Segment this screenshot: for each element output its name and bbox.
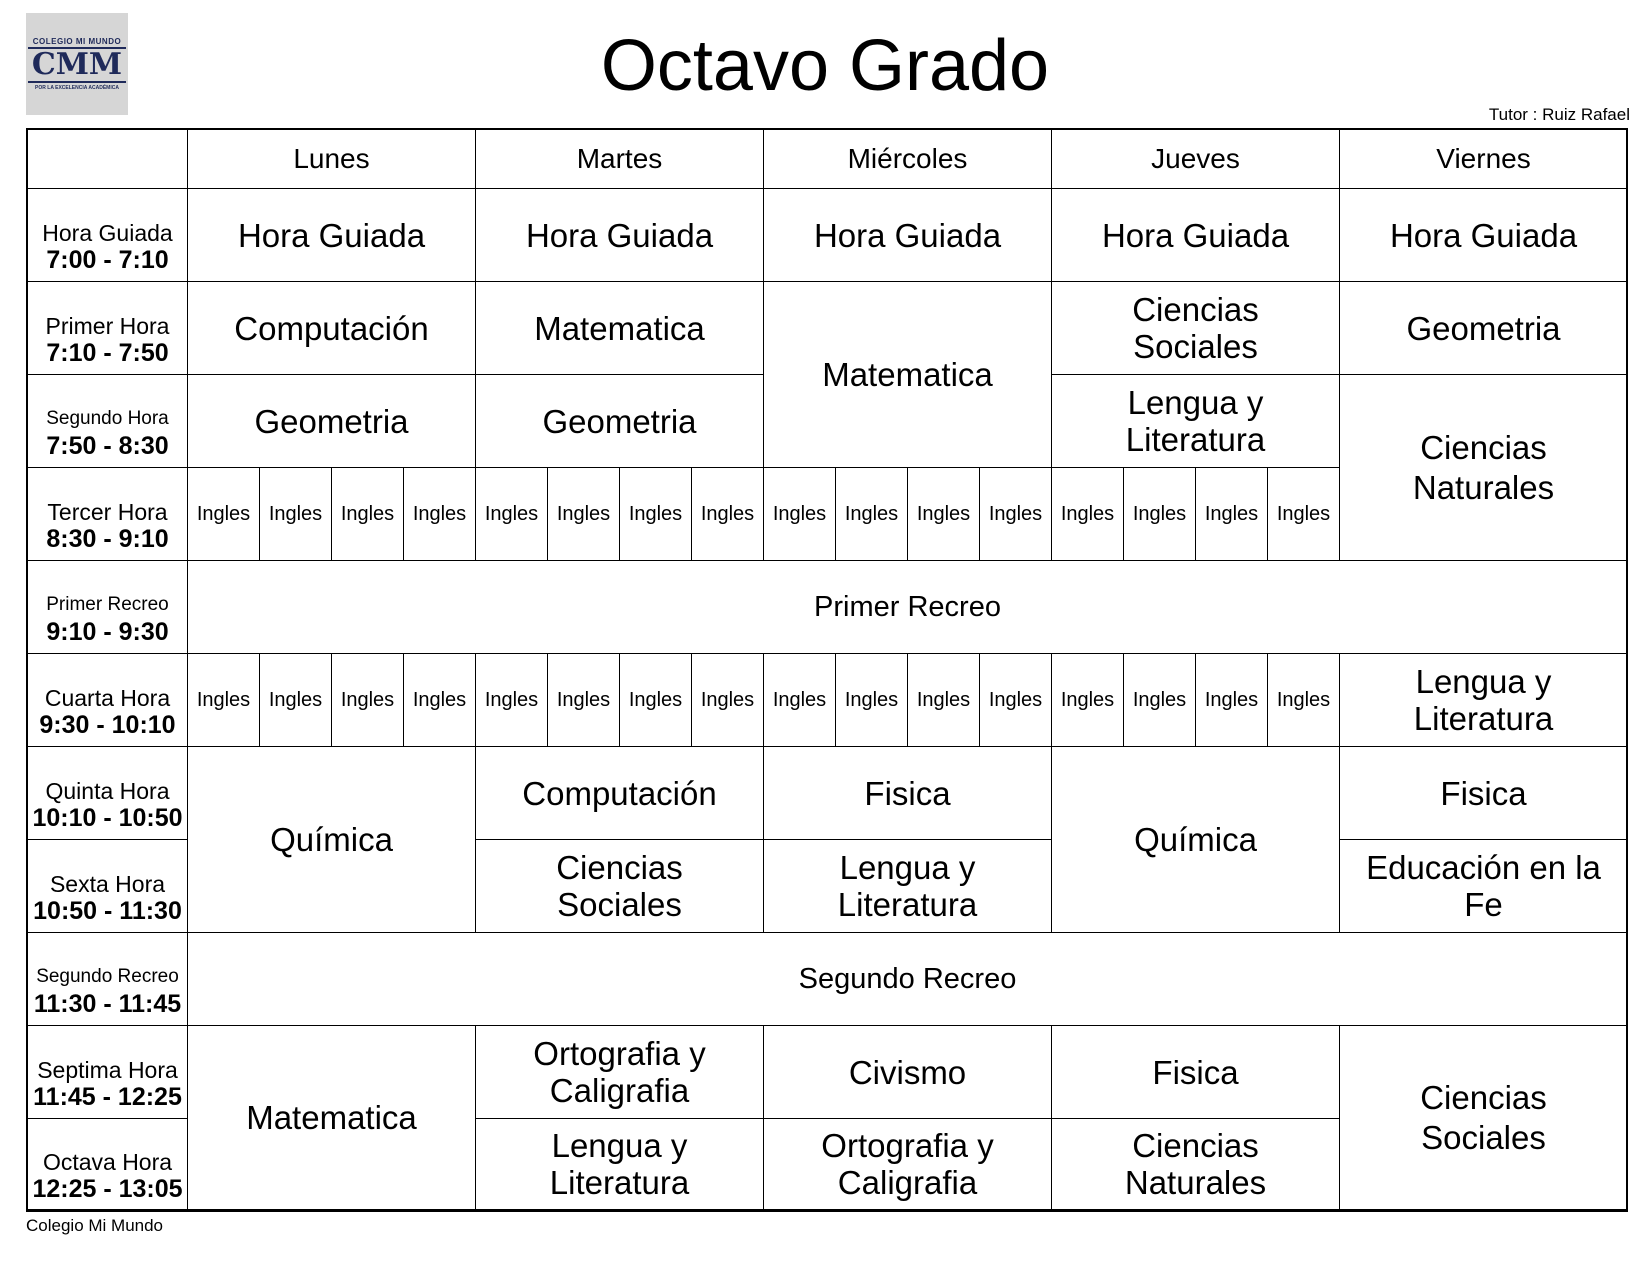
subject-cell: Hora Guiada xyxy=(764,189,1052,282)
day-header-viernes: Viernes xyxy=(1340,130,1628,189)
subject-cell xyxy=(1052,375,1340,468)
ingles-cell: Ingles xyxy=(260,654,332,747)
period-label: Octava Hora xyxy=(42,1149,173,1175)
subject-cell xyxy=(764,1119,1052,1210)
period-time: 7:10 - 7:50 xyxy=(46,339,169,367)
subject-line: Lengua y xyxy=(1127,384,1264,421)
period-label: Segundo Recreo xyxy=(36,966,179,987)
ingles-cell: Ingles xyxy=(1052,468,1124,561)
ingles-cell: Ingles xyxy=(404,654,476,747)
ingles-cell: Ingles xyxy=(548,468,620,561)
ingles-cell: Ingles xyxy=(620,468,692,561)
ingles-cell: Ingles xyxy=(908,468,980,561)
period-time: 10:50 - 11:30 xyxy=(33,897,182,925)
ingles-cell: Ingles xyxy=(476,468,548,561)
subject-line: Ciencias xyxy=(1420,428,1547,466)
period-tercer-hora xyxy=(28,468,188,561)
subject-cell: Hora Guiada xyxy=(1052,189,1340,282)
subject-cell: Geometria xyxy=(476,375,764,468)
ingles-cell: Ingles xyxy=(332,468,404,561)
ingles-cell: Ingles xyxy=(764,468,836,561)
primer-recreo-cell: Primer Recreo xyxy=(188,561,1628,654)
period-label: Cuarta Hora xyxy=(44,685,171,711)
subject-line: Naturales xyxy=(1124,1164,1267,1201)
subject-line: Ciencias xyxy=(1420,1078,1547,1116)
subject-cell xyxy=(476,1119,764,1210)
subject-line: Educación en la xyxy=(1366,849,1601,886)
ingles-cell: Ingles xyxy=(980,468,1052,561)
period-label: Primer Recreo xyxy=(46,594,169,615)
period-label: Sexta Hora xyxy=(49,871,166,897)
day-header-martes: Martes xyxy=(476,130,764,189)
period-hora-guiada xyxy=(28,189,188,282)
period-label: Primer Hora xyxy=(45,313,170,339)
subject-cell xyxy=(1340,654,1628,747)
subject-cell: Geometria xyxy=(188,375,476,468)
period-time: 7:50 - 8:30 xyxy=(46,432,169,460)
subject-cell: Fisica xyxy=(764,747,1052,840)
subject-cell: Matematica xyxy=(476,282,764,375)
subject-cell xyxy=(1340,840,1628,933)
period-time: 11:45 - 12:25 xyxy=(33,1083,182,1111)
period-primer-recreo xyxy=(28,561,188,654)
ingles-cell: Ingles xyxy=(332,654,404,747)
ingles-cell: Ingles xyxy=(188,654,260,747)
day-header-jueves: Jueves xyxy=(1052,130,1340,189)
subject-line: Naturales xyxy=(1412,468,1555,506)
subject-line: Literatura xyxy=(837,886,978,923)
schedule-table xyxy=(26,128,1628,1212)
period-septima-hora xyxy=(28,1026,188,1119)
ingles-cell: Ingles xyxy=(1124,468,1196,561)
subject-cell: Computación xyxy=(188,282,476,375)
subject-cell: Hora Guiada xyxy=(1340,189,1628,282)
period-time: 12:25 - 13:05 xyxy=(32,1175,183,1203)
ingles-cell: Ingles xyxy=(692,654,764,747)
subject-line: Literatura xyxy=(1125,421,1266,458)
subject-line: Fe xyxy=(1464,886,1503,923)
ingles-cell: Ingles xyxy=(908,654,980,747)
subject-cell xyxy=(1052,1119,1340,1210)
subject-line: Ortografia y xyxy=(533,1035,706,1072)
ingles-cell: Ingles xyxy=(1196,654,1268,747)
ingles-cell: Ingles xyxy=(548,654,620,747)
subject-line: Sociales xyxy=(1133,328,1258,365)
subject-cell: Fisica xyxy=(1052,1026,1340,1119)
tutor-label: Tutor : Ruiz Rafael xyxy=(1488,105,1630,124)
period-sexta-hora xyxy=(28,840,188,933)
corner-cell xyxy=(28,130,188,189)
subject-line: Literatura xyxy=(549,1164,690,1201)
ingles-cell: Ingles xyxy=(404,468,476,561)
period-primer-hora xyxy=(28,282,188,375)
subject-cell: Matematica xyxy=(188,1026,476,1210)
ingles-cell: Ingles xyxy=(620,654,692,747)
period-time: 7:00 - 7:10 xyxy=(46,246,169,274)
day-header-lunes: Lunes xyxy=(188,130,476,189)
subject-line: Ortografia y xyxy=(821,1127,994,1164)
period-cuarta-hora xyxy=(28,654,188,747)
subject-cell xyxy=(476,1026,764,1119)
period-time: 9:30 - 10:10 xyxy=(39,711,176,739)
ingles-cell: Ingles xyxy=(1268,468,1340,561)
ingles-cell: Ingles xyxy=(188,468,260,561)
ingles-cell: Ingles xyxy=(476,654,548,747)
ingles-cell: Ingles xyxy=(1052,654,1124,747)
subject-line: Lengua y xyxy=(839,849,976,886)
logo-arc-text: COLEGIO MI MUNDO xyxy=(32,37,122,46)
subject-line: Lengua y xyxy=(1415,663,1552,700)
subject-line: Ciencias xyxy=(1132,1127,1259,1164)
ingles-cell: Ingles xyxy=(980,654,1052,747)
period-label: Segundo Hora xyxy=(46,408,169,429)
period-quinta-hora xyxy=(28,747,188,840)
period-label: Tercer Hora xyxy=(47,499,168,525)
subject-cell: Matematica xyxy=(764,282,1052,468)
period-segundo-recreo xyxy=(28,933,188,1026)
subject-cell xyxy=(1340,1026,1628,1210)
subject-cell: Química xyxy=(188,747,476,933)
subject-cell: Química xyxy=(1052,747,1340,933)
logo-motto: POR LA EXCELENCIA ACADÉMICA xyxy=(35,85,119,91)
ingles-cell: Ingles xyxy=(836,654,908,747)
subject-cell: Computación xyxy=(476,747,764,840)
subject-cell: Hora Guiada xyxy=(476,189,764,282)
subject-cell xyxy=(1052,282,1340,375)
page-title: Octavo Grado xyxy=(600,26,1050,106)
ingles-cell: Ingles xyxy=(260,468,332,561)
ingles-cell: Ingles xyxy=(836,468,908,561)
ingles-cell: Ingles xyxy=(764,654,836,747)
subject-cell: Civismo xyxy=(764,1026,1052,1119)
subject-line: Literatura xyxy=(1413,700,1554,737)
subject-cell: Fisica xyxy=(1340,747,1628,840)
subject-cell xyxy=(764,840,1052,933)
footer-school-name: Colegio Mi Mundo xyxy=(26,1216,164,1235)
ingles-cell: Ingles xyxy=(1196,468,1268,561)
period-time: 10:10 - 10:50 xyxy=(32,804,183,832)
subject-cell: Hora Guiada xyxy=(188,189,476,282)
subject-line: Ciencias xyxy=(1132,291,1259,328)
subject-cell xyxy=(1340,375,1628,561)
day-header-miercoles: Miércoles xyxy=(764,130,1052,189)
subject-line: Caligrafia xyxy=(837,1164,978,1201)
ingles-cell: Ingles xyxy=(1268,654,1340,747)
subject-line: Caligrafia xyxy=(549,1072,690,1109)
logo-mark: CMM xyxy=(28,47,126,83)
period-octava-hora xyxy=(28,1119,188,1210)
ingles-cell: Ingles xyxy=(692,468,764,561)
period-time: 9:10 - 9:30 xyxy=(46,618,169,646)
period-label: Quinta Hora xyxy=(45,778,170,804)
period-label: Septima Hora xyxy=(37,1057,178,1083)
subject-line: Lengua y xyxy=(551,1127,688,1164)
subject-cell xyxy=(476,840,764,933)
ingles-cell: Ingles xyxy=(1124,654,1196,747)
subject-line: Ciencias xyxy=(556,849,683,886)
subject-line: Sociales xyxy=(1421,1118,1546,1156)
segundo-recreo-cell: Segundo Recreo xyxy=(188,933,1628,1026)
subject-line: Sociales xyxy=(557,886,682,923)
period-time: 8:30 - 9:10 xyxy=(46,525,169,553)
period-label: Hora Guiada xyxy=(42,220,173,246)
period-time: 11:30 - 11:45 xyxy=(33,990,182,1018)
period-segundo-hora xyxy=(28,375,188,468)
subject-cell: Geometria xyxy=(1340,282,1628,375)
